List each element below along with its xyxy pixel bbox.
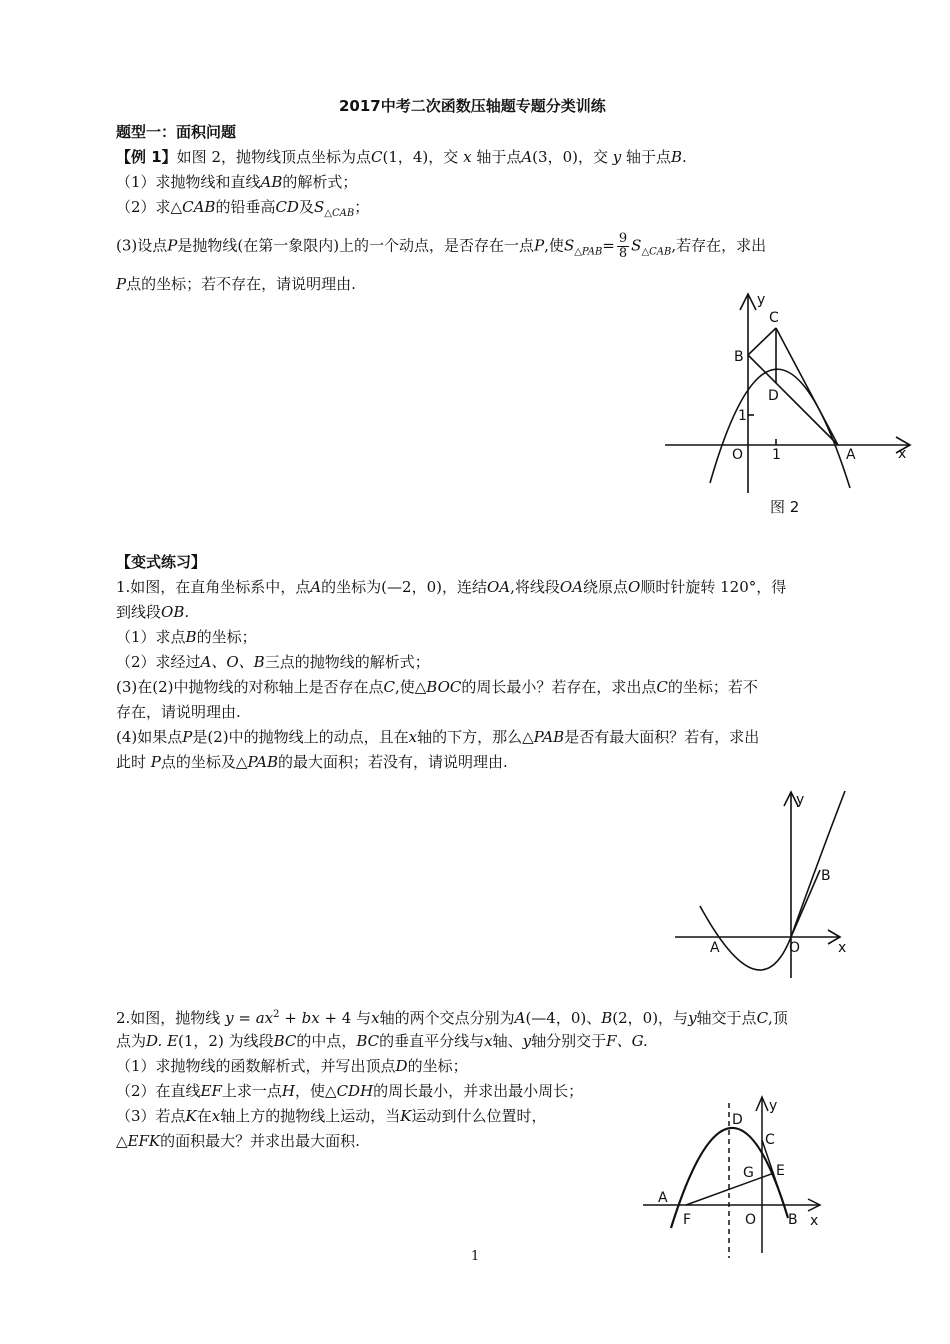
fraction — [617, 232, 629, 261]
text: 及 — [298, 198, 314, 216]
var: K — [400, 1107, 412, 1125]
text: 轴、 — [492, 1032, 523, 1050]
figex2-label-y: y — [769, 1098, 778, 1114]
line-BC — [748, 328, 776, 355]
ex2-q1 — [116, 1055, 468, 1077]
superscript: 2 — [273, 1009, 280, 1020]
var: C — [371, 148, 383, 166]
fig2-label-1x: 1 — [772, 447, 781, 463]
denominator: 8 — [618, 246, 628, 261]
text: （2）求经过 — [116, 653, 201, 671]
figex1-label-x: x — [838, 940, 847, 956]
var: BC — [273, 1032, 297, 1050]
ex2-line1 — [116, 1004, 788, 1029]
text: ,将线段 — [510, 578, 560, 596]
figex2-label-x: x — [810, 1213, 819, 1229]
text: 点的坐标及△ — [160, 753, 248, 771]
text: 的最大面积；若没有，请说明理由. — [278, 753, 508, 771]
text: 轴交于点 — [696, 1009, 757, 1027]
segment-OB — [791, 870, 820, 937]
section-heading: 题型一：面积问题 — [116, 123, 237, 141]
line-EF — [686, 1173, 774, 1205]
text: △ — [116, 1132, 128, 1150]
text: 绕原点 — [583, 578, 629, 596]
var: OB. — [161, 603, 190, 621]
ex2-q3 — [116, 1105, 547, 1127]
numerator: 9 — [618, 231, 628, 246]
figex1-label-y: y — [796, 792, 805, 808]
example1-q3-line2 — [116, 273, 356, 295]
var: D. — [146, 1032, 163, 1050]
ex1-q3-line2: 存在，请说明理由. — [116, 703, 241, 721]
figex2-label-G: G — [743, 1165, 754, 1181]
text: (3)在(2)中抛物线的对称轴上是否存在点 — [116, 678, 384, 696]
ex1-q4 — [116, 726, 759, 748]
text: 如图 2，抛物线顶点坐标为点 — [176, 148, 371, 166]
var: P — [116, 275, 127, 293]
figex1-label-A: A — [710, 940, 720, 956]
line-CA — [776, 328, 838, 445]
figure-ex1 — [670, 786, 870, 986]
var: BOC — [426, 678, 462, 696]
fig2-label-A: A — [846, 447, 856, 463]
text: = — [602, 236, 615, 255]
var: y — [688, 1009, 697, 1027]
var: AB — [260, 173, 283, 191]
figex1-label-O: O — [789, 940, 801, 956]
var: bx — [301, 1009, 320, 1027]
text: 2.如图，抛物线 — [116, 1009, 221, 1027]
figex2-label-D: D — [732, 1112, 743, 1128]
var: B. — [671, 148, 687, 166]
var: P — [150, 753, 161, 771]
text: + — [284, 1009, 302, 1027]
var: A — [514, 1009, 526, 1027]
ex1-q4-line2 — [116, 751, 508, 773]
figex2-label-O: O — [745, 1212, 757, 1228]
line-AB — [748, 355, 838, 445]
var: BC — [356, 1032, 380, 1050]
var: P — [182, 728, 193, 746]
var: EFK — [127, 1132, 161, 1150]
text: 1.如图，在直角坐标系中，点 — [116, 578, 311, 596]
text: 轴于点 — [626, 148, 672, 166]
text: = — [238, 1009, 256, 1027]
text: 的周长最小？若存在，求出点 — [461, 678, 657, 696]
text: 是抛物线(在第一象限内)上的一个动点，是否存在一点 — [177, 236, 535, 255]
var: y — [612, 148, 622, 166]
text: （2）求△ — [116, 198, 183, 216]
var: P — [534, 236, 545, 255]
text: （3）若点 — [116, 1107, 186, 1125]
var: E — [167, 1032, 179, 1050]
text: (4)如果点 — [116, 728, 183, 746]
text: 的面积最大？并求出最大面积. — [160, 1132, 360, 1150]
text: 点的坐标；若不存在，请说明理由. — [126, 275, 356, 293]
subscript: △CAB — [641, 246, 672, 258]
var: CD — [275, 198, 299, 216]
figex2-label-A: A — [658, 1190, 668, 1206]
var: EF — [200, 1082, 222, 1100]
figex2-label-C: C — [765, 1132, 775, 1148]
var: A — [521, 148, 533, 166]
text: （1）求点 — [116, 628, 186, 646]
figex2-label-E: E — [776, 1163, 785, 1179]
fig2-label-B: B — [734, 349, 744, 365]
text: ,使△ — [394, 678, 427, 696]
text: 点为 — [116, 1032, 147, 1050]
text: (2，0)，与 — [612, 1009, 689, 1027]
text: (1，2) 为线段 — [178, 1032, 274, 1050]
figex2-label-B: B — [788, 1212, 798, 1228]
fig2-label-C: C — [769, 310, 779, 326]
var: CAB — [182, 198, 216, 216]
var: CDH — [336, 1082, 374, 1100]
text: ； — [354, 198, 370, 216]
text: 运动到什么位置时， — [411, 1107, 547, 1125]
example1-label: 【例 1】 — [116, 148, 177, 166]
var: S — [313, 198, 325, 216]
text: ,顶 — [768, 1009, 788, 1027]
var: K — [185, 1107, 197, 1125]
ex1-q2 — [116, 651, 430, 673]
variants-heading: 【变式练习】 — [116, 553, 207, 571]
figure-2-caption: 图 2 — [770, 498, 800, 516]
var: F、G. — [606, 1032, 648, 1050]
example1-q1 — [116, 171, 357, 193]
text: 的坐标；若不 — [667, 678, 758, 696]
text: ，使△ — [295, 1082, 337, 1100]
text: ,若存在，求出 — [671, 236, 767, 255]
var: x — [211, 1107, 221, 1125]
text: (3，0)，交 — [532, 148, 608, 166]
subscript: △PAB — [574, 246, 603, 258]
var: x — [463, 148, 472, 166]
text: 轴上方的抛物线上运动，当 — [220, 1107, 401, 1125]
text: 轴的下方，那么△ — [417, 728, 534, 746]
fig2-label-1y: 1 — [738, 408, 747, 424]
fig2-label-D: D — [768, 388, 779, 404]
ex2-line2 — [116, 1030, 648, 1052]
var: B — [185, 628, 197, 646]
text: 轴的两个交点分别为 — [379, 1009, 515, 1027]
var: S — [631, 236, 642, 255]
text: (—4，0)、 — [525, 1009, 602, 1027]
ex1-q3 — [116, 676, 758, 698]
text: 的坐标； — [407, 1057, 468, 1075]
ex2-q3-line2 — [116, 1130, 360, 1152]
text: 轴分别交于 — [531, 1032, 607, 1050]
figure-ex2 — [638, 1093, 838, 1263]
text: 的铅垂高 — [215, 198, 276, 216]
fig2-label-x: x — [898, 446, 907, 462]
var: H — [281, 1082, 296, 1100]
var: y — [225, 1009, 234, 1027]
var: O — [628, 578, 641, 596]
text: (3)设点 — [116, 236, 168, 255]
figex2-label-F: F — [683, 1212, 692, 1228]
ex1-q1 — [116, 626, 257, 648]
ex1-line1 — [116, 576, 786, 598]
text: 的中点， — [296, 1032, 357, 1050]
text: 是(2)中的抛物线上的动点，且在 — [192, 728, 409, 746]
page-number: 1 — [471, 1249, 480, 1264]
var: C — [383, 678, 395, 696]
var: C — [656, 678, 668, 696]
fig2-label-y: y — [757, 292, 766, 308]
fig2-label-O: O — [732, 447, 744, 463]
text: 轴于点 — [476, 148, 522, 166]
var: D — [395, 1057, 408, 1075]
example1-q2 — [116, 196, 369, 225]
text: 到线段 — [116, 603, 162, 621]
text: 在 — [196, 1107, 212, 1125]
text: + 4 与 — [324, 1009, 372, 1027]
text: 顺时针旋转 120°，得 — [640, 578, 787, 596]
var: OA — [486, 578, 511, 596]
text: 上求一点 — [221, 1082, 282, 1100]
var: OA — [559, 578, 584, 596]
text: （2）在直线 — [116, 1082, 201, 1100]
subscript: △CAB — [324, 208, 355, 219]
text: 此时 — [116, 753, 147, 771]
text: （1）求抛物线和直线 — [116, 173, 261, 191]
figure-2 — [660, 288, 920, 518]
var: A — [310, 578, 322, 596]
var: S — [563, 236, 575, 255]
text: 的解析式； — [282, 173, 358, 191]
text: （1）求抛物线的函数解析式，并写出顶点 — [116, 1057, 396, 1075]
var: B — [601, 1009, 613, 1027]
text: 三点的抛物线的解析式； — [264, 653, 430, 671]
text: 的坐标为(—2，0)，连结 — [321, 578, 487, 596]
var: x — [484, 1032, 493, 1050]
ex2-q2 — [116, 1080, 583, 1102]
example1-intro — [116, 146, 687, 168]
var: PAB — [247, 753, 279, 771]
var: C — [756, 1009, 769, 1027]
figex1-label-B: B — [821, 868, 831, 884]
text: 的坐标； — [196, 628, 257, 646]
var: x — [371, 1009, 380, 1027]
var: y — [522, 1032, 532, 1050]
text: 是否有最大面积？若有，求出 — [564, 728, 760, 746]
var: P — [167, 236, 178, 255]
var: A、O、B — [200, 653, 265, 671]
text: 的周长最小，并求出最小周长； — [373, 1082, 584, 1100]
text: (1，4)，交 — [382, 148, 459, 166]
example1-q3 — [116, 232, 766, 264]
var: ax — [255, 1009, 274, 1027]
var: x — [408, 728, 418, 746]
text: 的垂直平分线与 — [379, 1032, 485, 1050]
text: ,使 — [544, 236, 564, 255]
ex1-line2 — [116, 601, 189, 623]
page-title: 2017中考二次函数压轴题专题分类训练 — [339, 97, 606, 115]
var: PAB — [533, 728, 565, 746]
